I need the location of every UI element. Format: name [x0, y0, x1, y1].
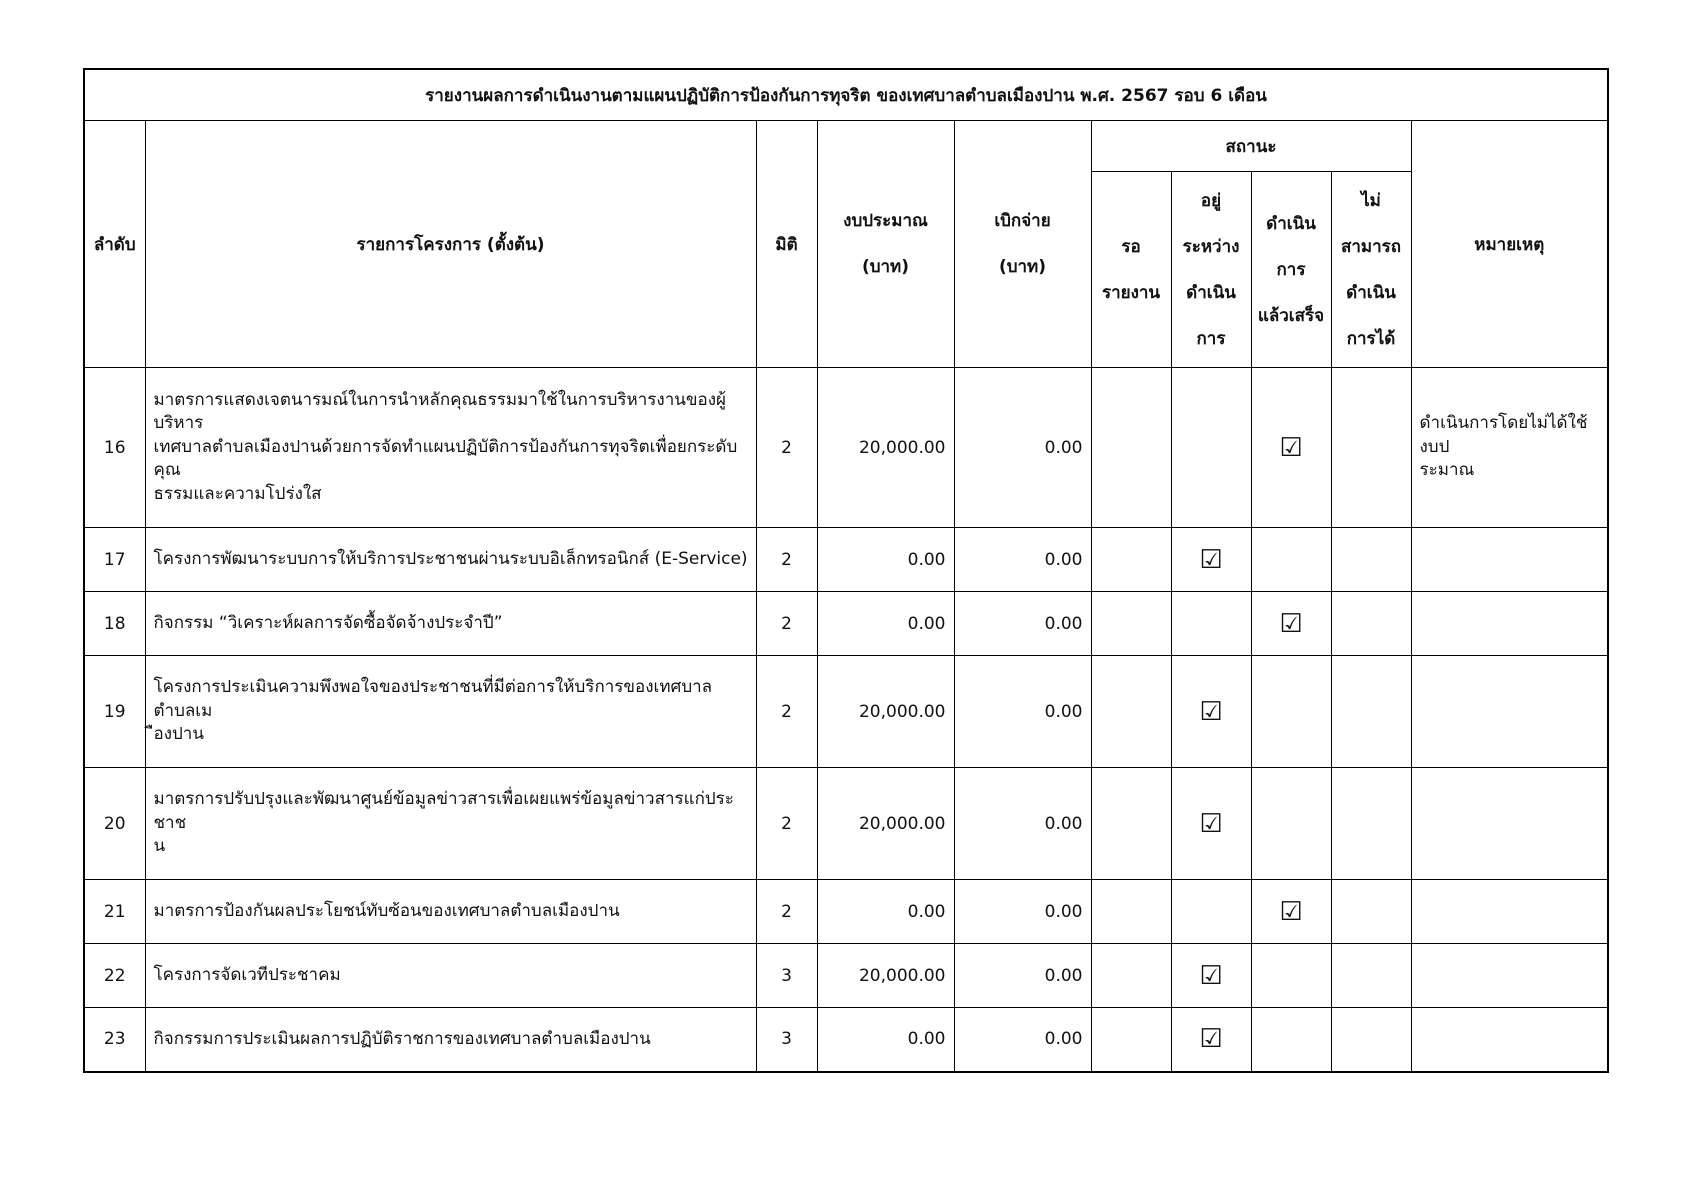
- status-cell-waiting: [1091, 528, 1171, 592]
- row-remarks: [1411, 368, 1608, 528]
- row-project-line: ธรรมและความโปร่งใส: [153, 483, 322, 504]
- row-remarks: [1411, 656, 1608, 768]
- header-dimension: มิติ: [756, 121, 817, 368]
- row-project: [145, 368, 756, 528]
- status-cell-waiting: [1091, 944, 1171, 1008]
- header-status-unable-line3: ดำเนิน: [1346, 282, 1396, 303]
- row-project-line: โครงการพัฒนาระบบการให้บริการประชาชนผ่านระบบอิเล็กทรอนิกส์ (E-Service): [153, 548, 748, 569]
- row-remarks-line: ระมาณ: [1419, 460, 1475, 481]
- row-budget: 0.00: [817, 528, 954, 592]
- row-project-line: เทศบาลตำบลเมืองปานด้วยการจัดทำแผนปฏิบัติการป้องกันการทุจริตเพื่อยกระดับคุณ: [153, 436, 738, 481]
- row-disbursed: 0.00: [954, 528, 1091, 592]
- row-disbursed: 0.00: [954, 768, 1091, 880]
- row-order: 16: [84, 368, 145, 528]
- table-row: [84, 944, 1608, 1008]
- table-row: [84, 1008, 1608, 1072]
- status-cell-unable: [1331, 592, 1411, 656]
- status-cell-in-progress: [1171, 592, 1251, 656]
- status-cell-unable: [1331, 768, 1411, 880]
- row-project-line: น: [153, 836, 166, 857]
- status-cell-unable: [1331, 880, 1411, 944]
- row-dimension: 2: [756, 768, 817, 880]
- row-dimension: 3: [756, 1008, 817, 1072]
- status-cell-unable: [1331, 528, 1411, 592]
- status-cell-waiting: [1091, 768, 1171, 880]
- row-project-line: มาตรการป้องกันผลประโยชน์ทับซ้อนของเทศบาลตำบลเมืองปาน: [153, 900, 620, 921]
- header-disbursed-line1: เบิกจ่าย: [994, 211, 1051, 231]
- table-row: [84, 768, 1608, 880]
- header-status-unable: [1331, 172, 1411, 368]
- row-remarks: [1411, 768, 1608, 880]
- row-disbursed: 0.00: [954, 944, 1091, 1008]
- header-budget-line1: งบประมาณ: [843, 211, 928, 231]
- row-project-line: มาตรการปรับปรุงและพัฒนาศูนย์ข้อมูลข่าวสารเพื่อเผยแพร่ข้อมูลข่าวสารแก่ประชาช: [153, 789, 734, 833]
- header-status-completed: [1251, 172, 1331, 368]
- header-status-in-progress-line4: การ: [1196, 328, 1226, 349]
- status-cell-waiting: [1091, 656, 1171, 768]
- header-budget-line2: (บาท): [861, 257, 910, 277]
- header-status-waiting: [1091, 172, 1171, 368]
- row-order: 22: [84, 944, 145, 1008]
- status-cell-unable: [1331, 368, 1411, 528]
- row-disbursed: 0.00: [954, 1008, 1091, 1072]
- row-order: 18: [84, 592, 145, 656]
- header-status-completed-line1: ดำเนิน: [1266, 213, 1316, 234]
- header-status-in-progress-line3: ดำเนิน: [1186, 282, 1236, 303]
- status-cell-waiting: [1091, 1008, 1171, 1072]
- header-status-unable-line2: สามารถ: [1340, 236, 1402, 257]
- report-table: [83, 68, 1609, 1073]
- status-cell-waiting: [1091, 592, 1171, 656]
- status-cell-completed: [1251, 880, 1331, 944]
- row-budget: 20,000.00: [817, 656, 954, 768]
- row-dimension: 2: [756, 528, 817, 592]
- row-project-line: มาตรการแสดงเจตนารมณ์ในการนำหลักคุณธรรมมาใช้ในการบริหารงานของผู้บริหาร: [153, 389, 726, 434]
- status-cell-in-progress: [1171, 1008, 1251, 1072]
- status-cell-in-progress: [1171, 768, 1251, 880]
- header-budget: [817, 121, 954, 368]
- row-project: [145, 528, 756, 592]
- header-disbursed-line2: (บาท): [998, 257, 1047, 277]
- row-project-line: ืองปาน: [153, 724, 204, 745]
- header-status-waiting-line1: รอ: [1121, 236, 1141, 257]
- row-budget: 20,000.00: [817, 768, 954, 880]
- status-cell-completed: [1251, 1008, 1331, 1072]
- row-remarks: [1411, 944, 1608, 1008]
- status-cell-completed: [1251, 944, 1331, 1008]
- status-cell-in-progress: [1171, 528, 1251, 592]
- row-project-line: กิจกรรม “วิเคราะห์ผลการจัดซื้อจัดจ้างประจำปี”: [153, 612, 503, 633]
- row-budget: 20,000.00: [817, 368, 954, 528]
- row-order: 23: [84, 1008, 145, 1072]
- row-project-line: โครงการประเมินความพึงพอใจของประชาชนที่มีต่อการให้บริการของเทศบาลตำบลเม: [153, 677, 713, 721]
- row-project: [145, 1008, 756, 1072]
- report-title: รายงานผลการดำเนินงานตามแผนปฏิบัติการป้องกันการทุจริต ของเทศบาลตำบลเมืองปาน พ.ศ. 2567 รอบ 6 เดือน: [84, 69, 1608, 121]
- row-disbursed: 0.00: [954, 592, 1091, 656]
- check-mark-icon: ☑: [1199, 808, 1223, 839]
- status-cell-in-progress: [1171, 368, 1251, 528]
- row-budget: 0.00: [817, 1008, 954, 1072]
- row-remarks: [1411, 592, 1608, 656]
- row-disbursed: 0.00: [954, 880, 1091, 944]
- row-remarks: [1411, 1008, 1608, 1072]
- check-mark-icon: ☑: [1199, 696, 1223, 727]
- header-status-unable-line4: การได้: [1346, 328, 1396, 349]
- row-order: 17: [84, 528, 145, 592]
- row-order: 19: [84, 656, 145, 768]
- row-disbursed: 0.00: [954, 368, 1091, 528]
- header-remarks: หมายเหตุ: [1411, 121, 1608, 368]
- status-cell-in-progress: [1171, 656, 1251, 768]
- row-project: [145, 656, 756, 768]
- table-row: [84, 880, 1608, 944]
- header-status-completed-line3: แล้วเสร็จ: [1257, 305, 1325, 326]
- header-project: รายการโครงการ (ตั้งต้น): [145, 121, 756, 368]
- row-budget: 0.00: [817, 880, 954, 944]
- report-body: [84, 368, 1608, 1072]
- row-dimension: 2: [756, 656, 817, 768]
- row-project: [145, 592, 756, 656]
- status-cell-completed: [1251, 368, 1331, 528]
- header-order: ลำดับ: [84, 121, 145, 368]
- check-mark-icon: ☑: [1199, 1024, 1223, 1055]
- row-dimension: 2: [756, 880, 817, 944]
- status-cell-unable: [1331, 1008, 1411, 1072]
- table-row: [84, 368, 1608, 528]
- header-disbursed: [954, 121, 1091, 368]
- status-cell-completed: [1251, 768, 1331, 880]
- header-status-completed-line2: การ: [1276, 259, 1306, 280]
- table-row: [84, 592, 1608, 656]
- row-project-line: กิจกรรมการประเมินผลการปฏิบัติราชการของเทศบาลตำบลเมืองปาน: [153, 1028, 651, 1049]
- row-dimension: 2: [756, 592, 817, 656]
- row-remarks: [1411, 528, 1608, 592]
- row-remarks: [1411, 880, 1608, 944]
- check-mark-icon: ☑: [1279, 432, 1303, 463]
- header-status-unable-line1: ไม่: [1361, 190, 1381, 211]
- header-status-in-progress-line1: อยู่: [1200, 190, 1222, 211]
- check-mark-icon: ☑: [1199, 544, 1223, 575]
- status-cell-waiting: [1091, 880, 1171, 944]
- status-cell-completed: [1251, 528, 1331, 592]
- status-cell-unable: [1331, 656, 1411, 768]
- status-cell-completed: [1251, 592, 1331, 656]
- table-row: [84, 528, 1608, 592]
- status-cell-in-progress: [1171, 944, 1251, 1008]
- row-project: [145, 880, 756, 944]
- header-status-waiting-line2: รายงาน: [1101, 282, 1161, 303]
- row-project: [145, 768, 756, 880]
- row-dimension: 3: [756, 944, 817, 1008]
- check-mark-icon: ☑: [1279, 896, 1303, 927]
- row-remarks-line: ดำเนินการโดยไม่ได้ใช้งบป: [1419, 413, 1588, 457]
- check-mark-icon: ☑: [1199, 960, 1223, 991]
- check-mark-icon: ☑: [1279, 608, 1303, 639]
- row-dimension: 2: [756, 368, 817, 528]
- row-order: 21: [84, 880, 145, 944]
- status-cell-unable: [1331, 944, 1411, 1008]
- row-project-line: โครงการจัดเวทีประชาคม: [153, 964, 341, 985]
- status-cell-waiting: [1091, 368, 1171, 528]
- row-project: [145, 944, 756, 1008]
- row-budget: 0.00: [817, 592, 954, 656]
- row-order: 20: [84, 768, 145, 880]
- header-status-in-progress: [1171, 172, 1251, 368]
- header-status-in-progress-line2: ระหว่าง: [1182, 236, 1240, 257]
- status-cell-in-progress: [1171, 880, 1251, 944]
- status-cell-completed: [1251, 656, 1331, 768]
- table-row: [84, 656, 1608, 768]
- header-status: สถานะ: [1091, 121, 1411, 172]
- row-budget: 20,000.00: [817, 944, 954, 1008]
- row-disbursed: 0.00: [954, 656, 1091, 768]
